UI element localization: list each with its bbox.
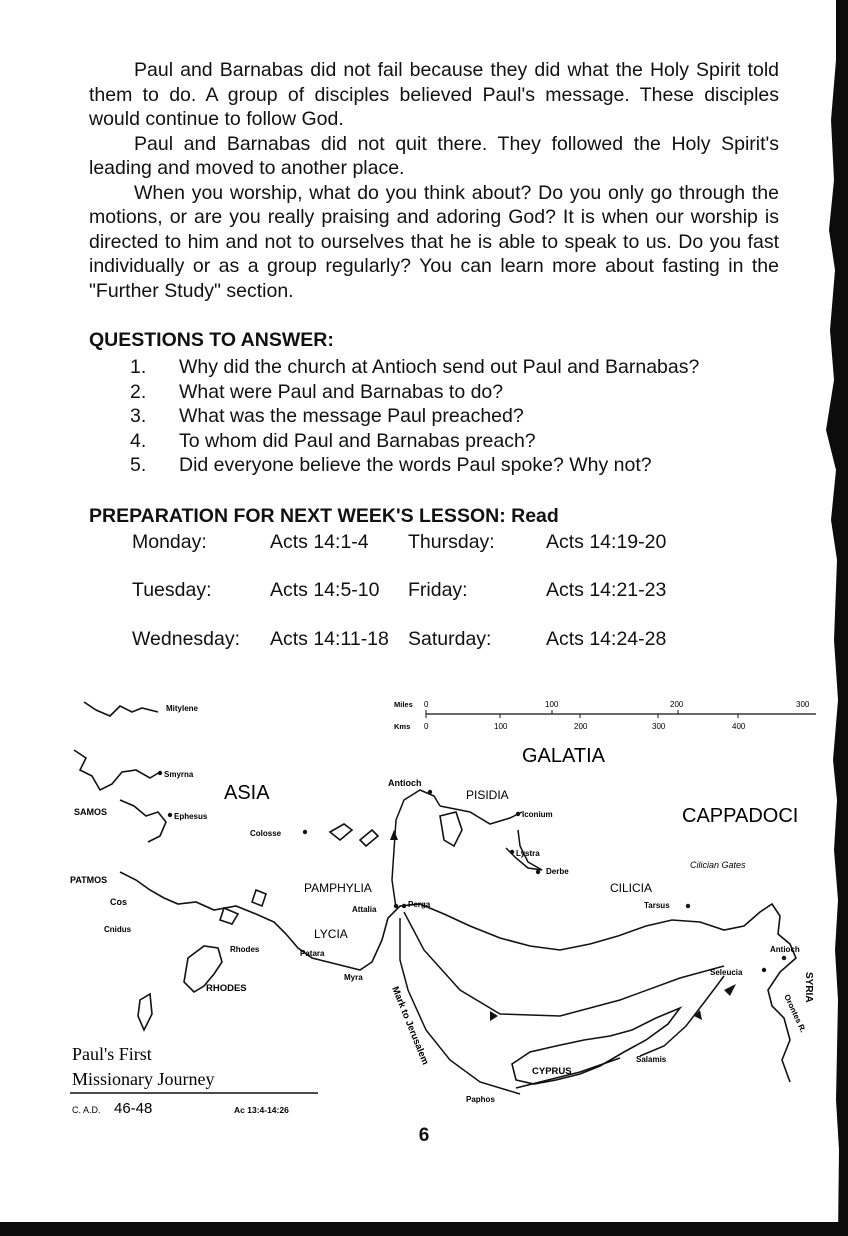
lake (440, 812, 462, 846)
scan-edge-right (814, 0, 848, 1236)
journey-map (0, 680, 816, 1120)
region-label: SAMOS (74, 807, 108, 817)
place-label: Smyrna (164, 770, 194, 779)
place-label: Orontes R. (782, 993, 808, 1034)
region-label: LYCIA (314, 927, 348, 941)
route-line (392, 790, 440, 908)
reading-ref: Acts 14:21-23 (546, 579, 667, 601)
scale-miles-tick: 300 (796, 700, 810, 709)
region-label: PATMOS (70, 875, 108, 885)
place-label: Mitylene (166, 704, 199, 713)
crete-coast (138, 994, 152, 1030)
question-text: What was the message Paul preached? (179, 405, 524, 427)
scale-kms-label: Kms (394, 722, 411, 731)
city-dot (782, 956, 786, 960)
coastline (220, 908, 238, 924)
region-label: SYRIA (803, 972, 814, 1003)
coastline (120, 800, 166, 842)
route-line (440, 806, 522, 824)
region-label: GALATIA (522, 745, 605, 767)
scale-miles-tick: 0 (424, 700, 429, 709)
reading-day: Saturday: (408, 628, 492, 650)
city-dot (428, 790, 432, 794)
place-label: Perga (408, 900, 431, 909)
region-label: PAMPHYLIA (304, 881, 372, 895)
place-label: Iconium (522, 810, 553, 819)
paragraph: Paul and Barnabas did not quit there. They followed the Holy Spirit's leading and moved to another place. (89, 132, 779, 179)
reading-ref: Acts 14:1-4 (270, 531, 369, 553)
preparation-heading: PREPARATION FOR NEXT WEEK'S LESSON: Read (89, 505, 559, 527)
place-label: Attalia (352, 905, 377, 914)
scan-edge-bottom (0, 1222, 848, 1236)
coastline (74, 750, 160, 790)
route-arrows (390, 830, 736, 1021)
reading-day: Monday: (132, 531, 207, 553)
place-label: Seleucia (710, 968, 743, 977)
route-label: Mark to Jerusalem (389, 985, 431, 1067)
question-number: 3. (130, 405, 147, 427)
city-dot (516, 812, 520, 816)
place-label: Cnidus (104, 925, 132, 934)
page-number: 6 (418, 1125, 430, 1146)
city-dot (686, 904, 690, 908)
question-number: 5. (130, 454, 147, 476)
question-text: Did everyone believe the words Paul spoke? Why not? (179, 454, 652, 476)
paragraph: When you worship, what do you think about? Do you only go through the motions, or are you really praising and adoring God? It is when our worship is directed to him and not to ourselves that he is able to speak to us. Do you fast individually or as a group regularly? You can learn more about fasting in the "Further Study" section. (89, 181, 779, 302)
region-label: CILICIA (610, 881, 653, 895)
lake (360, 830, 378, 846)
question-text: What were Paul and Barnabas to do? (179, 380, 504, 403)
city-dot (168, 813, 172, 817)
region-label: CAPPADOCI (682, 805, 799, 827)
reading-day: Wednesday: (132, 628, 241, 650)
city-dot (536, 870, 540, 874)
place-label: Antioch (388, 778, 422, 788)
map-scale (394, 700, 816, 731)
coastlines (74, 702, 799, 1084)
coastline (84, 702, 158, 716)
reading-ref: Acts 14:19-20 (546, 531, 667, 553)
scale-kms-tick: 0 (424, 722, 429, 731)
question-item (130, 355, 699, 380)
coastline (120, 872, 796, 1082)
place-label: Lystra (516, 849, 540, 858)
scale-miles-tick: 200 (670, 700, 684, 709)
journey-routes (392, 790, 724, 1094)
reading-ref: Acts 14:5-10 (270, 579, 380, 601)
question-number: 2. (130, 380, 147, 403)
question-item (130, 429, 699, 454)
scale-kms-tick: 300 (652, 722, 666, 731)
place-label: Patara (300, 949, 325, 958)
coastline (252, 890, 266, 906)
scale-miles-label: Miles (394, 700, 413, 709)
region-labels (70, 745, 814, 1077)
questions-list (130, 355, 699, 478)
region-label: PISIDIA (466, 788, 509, 802)
map-date-years: 46-48 (114, 1100, 153, 1117)
route-arrow (390, 830, 398, 840)
paragraph: Paul and Barnabas did not fail because they did what the Holy Spirit told them to do. A group of disciples believed Paul's message. These disciples would continue to follow God. (89, 59, 779, 130)
place-label: Antioch (770, 945, 800, 954)
place-label: Colosse (250, 829, 282, 838)
region-label: RHODES (206, 983, 247, 994)
scale-kms-tick: 100 (494, 722, 508, 731)
city-dot (762, 968, 766, 972)
city-dot (394, 904, 398, 908)
region-label: CYPRUS (532, 1066, 572, 1077)
reading-day: Friday: (408, 579, 468, 601)
place-label: Derbe (546, 867, 569, 876)
question-number: 1. (130, 356, 147, 378)
lake (330, 824, 352, 840)
route-arrow (724, 984, 736, 996)
place-label: Rhodes (230, 945, 260, 954)
place-label: Ephesus (174, 812, 208, 821)
reading-ref: Acts 14:24-28 (546, 628, 667, 650)
question-item (130, 453, 699, 478)
place-label: Tarsus (644, 901, 670, 910)
city-dot (402, 904, 406, 908)
body-text (89, 58, 779, 303)
reading-day: Tuesday: (132, 579, 212, 601)
scale-kms-tick: 400 (732, 722, 746, 731)
region-label: ASIA (224, 782, 270, 804)
question-text: To whom did Paul and Barnabas preach? (179, 429, 536, 452)
route-line (400, 918, 520, 1094)
scale-miles-tick: 100 (545, 700, 559, 709)
scale-kms-tick: 200 (574, 722, 588, 731)
reading-day: Thursday: (408, 531, 495, 553)
city-dot (303, 830, 307, 834)
question-number: 4. (130, 429, 147, 452)
reading-ref: Acts 14:11-18 (270, 628, 389, 650)
question-item (130, 380, 699, 405)
map-title-line: Paul's First (72, 1044, 152, 1064)
question-text: Why did the church at Antioch send out Paul and Barnabas? (179, 356, 700, 378)
question-item (130, 404, 699, 429)
route-line (404, 912, 724, 1016)
place-labels (104, 704, 808, 1104)
questions-heading: QUESTIONS TO ANSWER: (89, 329, 334, 351)
city-dot (158, 771, 162, 775)
place-label: Paphos (466, 1095, 495, 1104)
place-label: Cilician Gates (690, 860, 746, 870)
city-dot (510, 850, 514, 854)
map-date-prefix: C. A.D. (72, 1105, 101, 1115)
map-title-line: Missionary Journey (72, 1069, 215, 1089)
place-label: Salamis (636, 1055, 667, 1064)
place-label: Myra (344, 973, 363, 982)
map-reference: Ac 13:4-14:26 (234, 1105, 289, 1115)
map-legend (70, 1044, 318, 1117)
place-label: Cos (110, 897, 128, 907)
